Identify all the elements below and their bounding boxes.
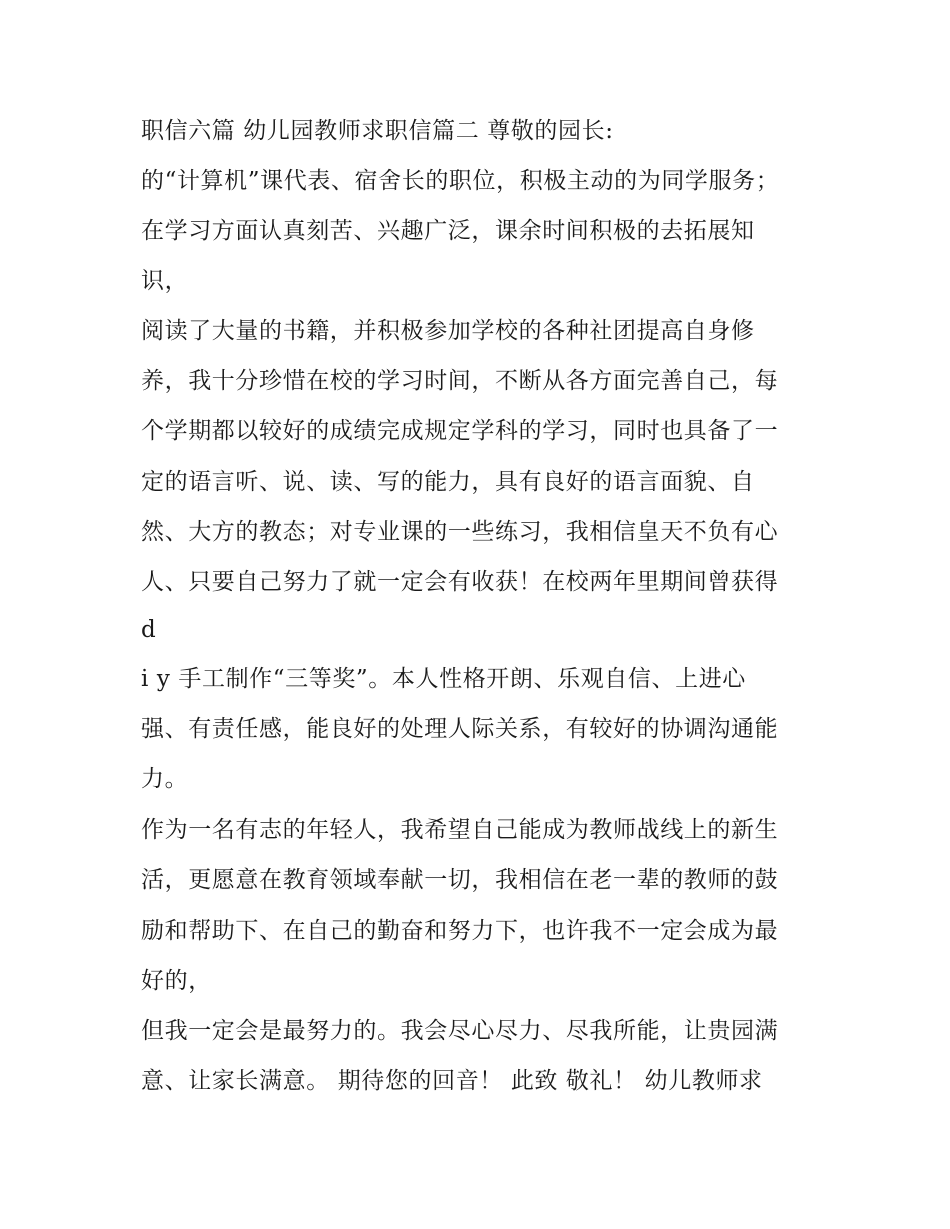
text-line-3: 在学习方面认真刻苦、兴趣广泛，课余时间积极的去拓展知 xyxy=(141,218,755,244)
text-line-18: 好的， xyxy=(141,968,212,994)
text-line-5: 阅读了大量的书籍，并积极参加学校的各种社团提高自身修 xyxy=(141,318,755,344)
text-line-13: 强、有责任感，能良好的处理人际关系，有较好的协调沟通能 xyxy=(141,716,779,742)
text-line-14: 力。 xyxy=(141,766,189,792)
text-line-19: 但我一定会是最努力的。我会尽心尽力、尽我所能，让贵园满 xyxy=(141,1018,779,1044)
text-line-7: 个学期都以较好的成绩完成规定学科的学习，同时也具备了一 xyxy=(141,418,779,444)
text-line-12: i y 手工制作“三等奖”。本人性格开朗、乐观自信、上进心 xyxy=(141,666,746,692)
text-line-20: 意、让家长满意。 期待您的回音！ 此致 敬礼！ 幼儿教师求 xyxy=(141,1068,763,1094)
text-line-15: 作为一名有志的年轻人，我希望自己能成为教师战线上的新生 xyxy=(141,817,779,843)
text-line-17: 励和帮助下、在自己的勤奋和努力下，也许我不一定会成为最 xyxy=(141,918,779,944)
text-line-9: 然、大方的教态；对专业课的一些练习，我相信皇天不负有心 xyxy=(141,519,779,545)
text-line-10: 人、只要自己努力了就一定会有收获！在校两年里期间曾获得 xyxy=(141,569,779,595)
text-line-16: 活，更愿意在教育领域奉献一切，我相信在老一辈的教师的鼓 xyxy=(141,867,779,893)
text-line-6: 养，我十分珍惜在校的学习时间，不断从各方面完善自己，每 xyxy=(141,368,779,394)
text-line-4: 识， xyxy=(141,268,189,294)
text-line-2: 的“计算机”课代表、宿舍长的职位，积极主动的为同学服务； xyxy=(141,168,780,194)
text-line-1: 职信六篇 幼儿园教师求职信篇二 尊敬的园长: xyxy=(141,118,614,144)
text-line-11: d xyxy=(141,617,157,643)
text-line-8: 定的语言听、说、读、写的能力，具有良好的语言面貌、自 xyxy=(141,469,755,495)
